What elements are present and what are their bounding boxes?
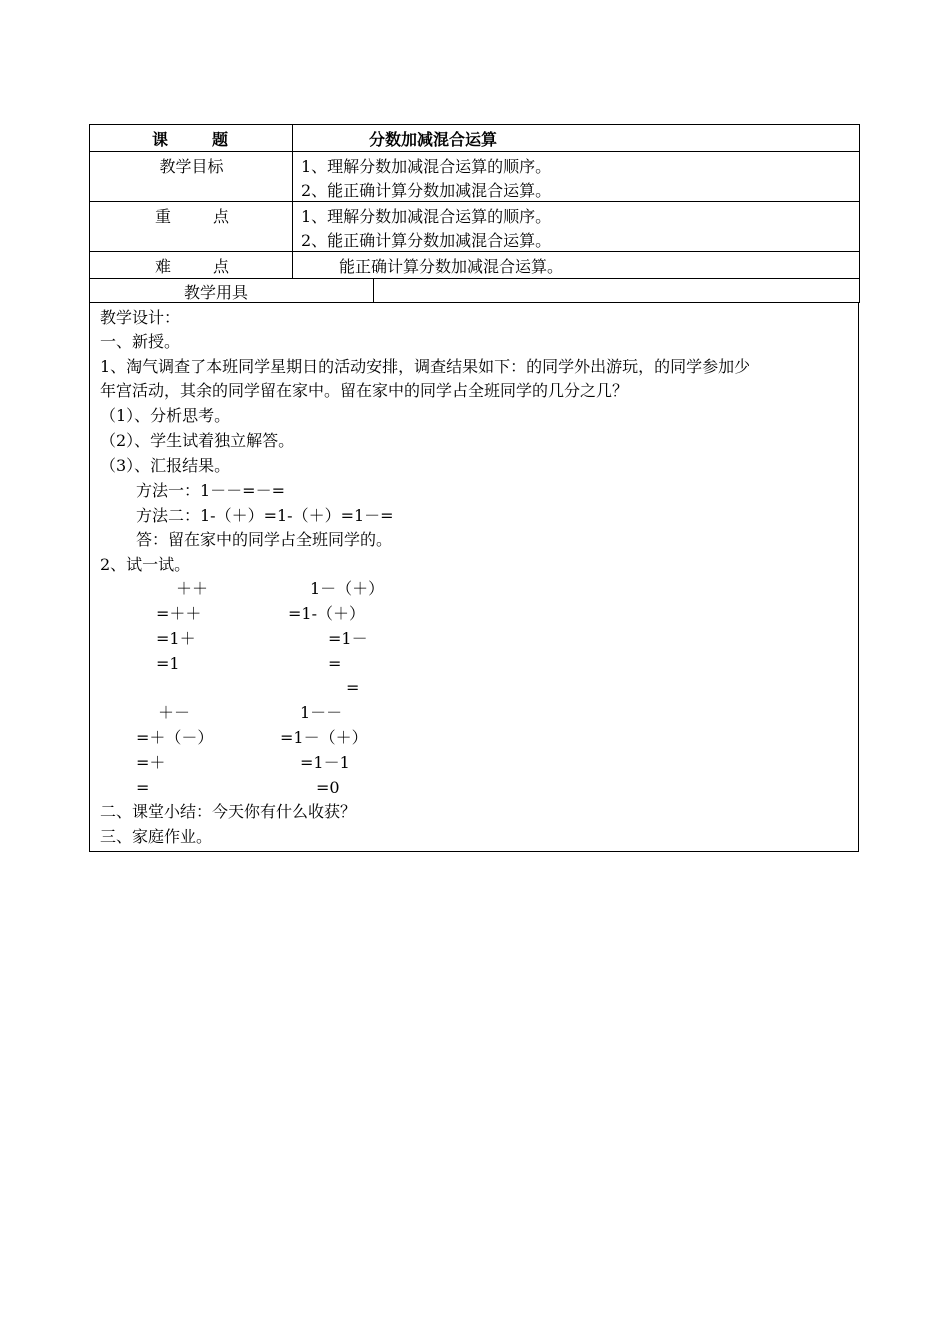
diff-label-b: 点 — [213, 257, 230, 276]
topic-label-b: 题 — [212, 130, 229, 149]
section-homework: 三、家庭作业。 — [100, 827, 213, 846]
calc-d-line-2: =1－（＋） — [280, 728, 368, 747]
calc-c-line-3: =＋ — [136, 753, 166, 772]
goal-item: 2、能正确计算分数加减混合运算。 — [301, 181, 552, 200]
calc-c-line-2: =＋（－） — [136, 728, 214, 747]
method-2: 方法二：1-（＋）=1-（＋）=1－= — [136, 506, 394, 525]
calc-a-line-1: ＋＋ — [176, 579, 209, 598]
calc-b-line-3: =1－ — [328, 629, 368, 648]
diff-label-a: 难 — [155, 257, 172, 276]
calc-d-line-4: =0 — [316, 778, 340, 797]
teaching-design-box — [89, 302, 859, 852]
topic-row — [89, 124, 860, 151]
tools-row — [89, 278, 860, 303]
step-1: （1）、分析思考。 — [100, 406, 231, 425]
lesson-info-table — [89, 124, 860, 303]
calc-c-line-4: = — [136, 778, 150, 797]
topic-value: 分数加减混合运算 — [369, 130, 498, 149]
key-points-row — [89, 201, 860, 251]
try-it-heading: 2、试一试。 — [100, 555, 191, 574]
key-label-a: 重 — [155, 207, 172, 226]
step-2: （2）、学生试着独立解答。 — [100, 431, 295, 450]
topic-label-a: 课 — [152, 130, 169, 149]
key-point-item: 1、理解分数加减混合运算的顺序。 — [301, 207, 552, 226]
calc-b-line-1: 1－（＋） — [310, 579, 385, 598]
design-heading: 教学设计： — [100, 308, 181, 327]
calc-b-line-4: = — [328, 654, 342, 673]
calc-b-line-5: = — [346, 678, 360, 697]
calc-a-line-4: =1 — [156, 654, 180, 673]
step-3: （3）、汇报结果。 — [100, 456, 231, 475]
goals-row — [89, 151, 860, 201]
key-label-b: 点 — [213, 207, 230, 226]
goals-label: 教学目标 — [159, 157, 224, 176]
section-new-lesson: 一、新授。 — [100, 332, 181, 351]
calc-a-line-3: =1＋ — [156, 629, 196, 648]
calc-b-line-2: =1-（＋） — [288, 604, 365, 623]
answer: 答：留在家中的同学占全班同学的。 — [136, 530, 393, 549]
calc-a-line-2: =＋＋ — [156, 604, 202, 623]
difficulty-row — [89, 251, 860, 278]
question-1-line-1: 1、淘气调查了本班同学星期日的活动安排，调查结果如下：的同学外出游玩，的同学参加少 — [100, 357, 751, 376]
calc-d-line-3: =1－1 — [300, 753, 350, 772]
calc-c-line-1: ＋－ — [158, 703, 191, 722]
goal-item: 1、理解分数加减混合运算的顺序。 — [301, 157, 552, 176]
question-1-line-2: 年宫活动，其余的同学留在家中。留在家中的同学占全班同学的几分之几？ — [100, 381, 629, 400]
tools-label: 教学用具 — [184, 283, 249, 302]
section-summary: 二、课堂小结：今天你有什么收获？ — [100, 802, 357, 821]
key-point-item: 2、能正确计算分数加减混合运算。 — [301, 231, 552, 250]
calc-d-line-1: 1－－ — [300, 703, 343, 722]
difficulty-value: 能正确计算分数加减混合运算。 — [339, 257, 564, 276]
method-1: 方法一：1－－=－= — [136, 481, 285, 500]
